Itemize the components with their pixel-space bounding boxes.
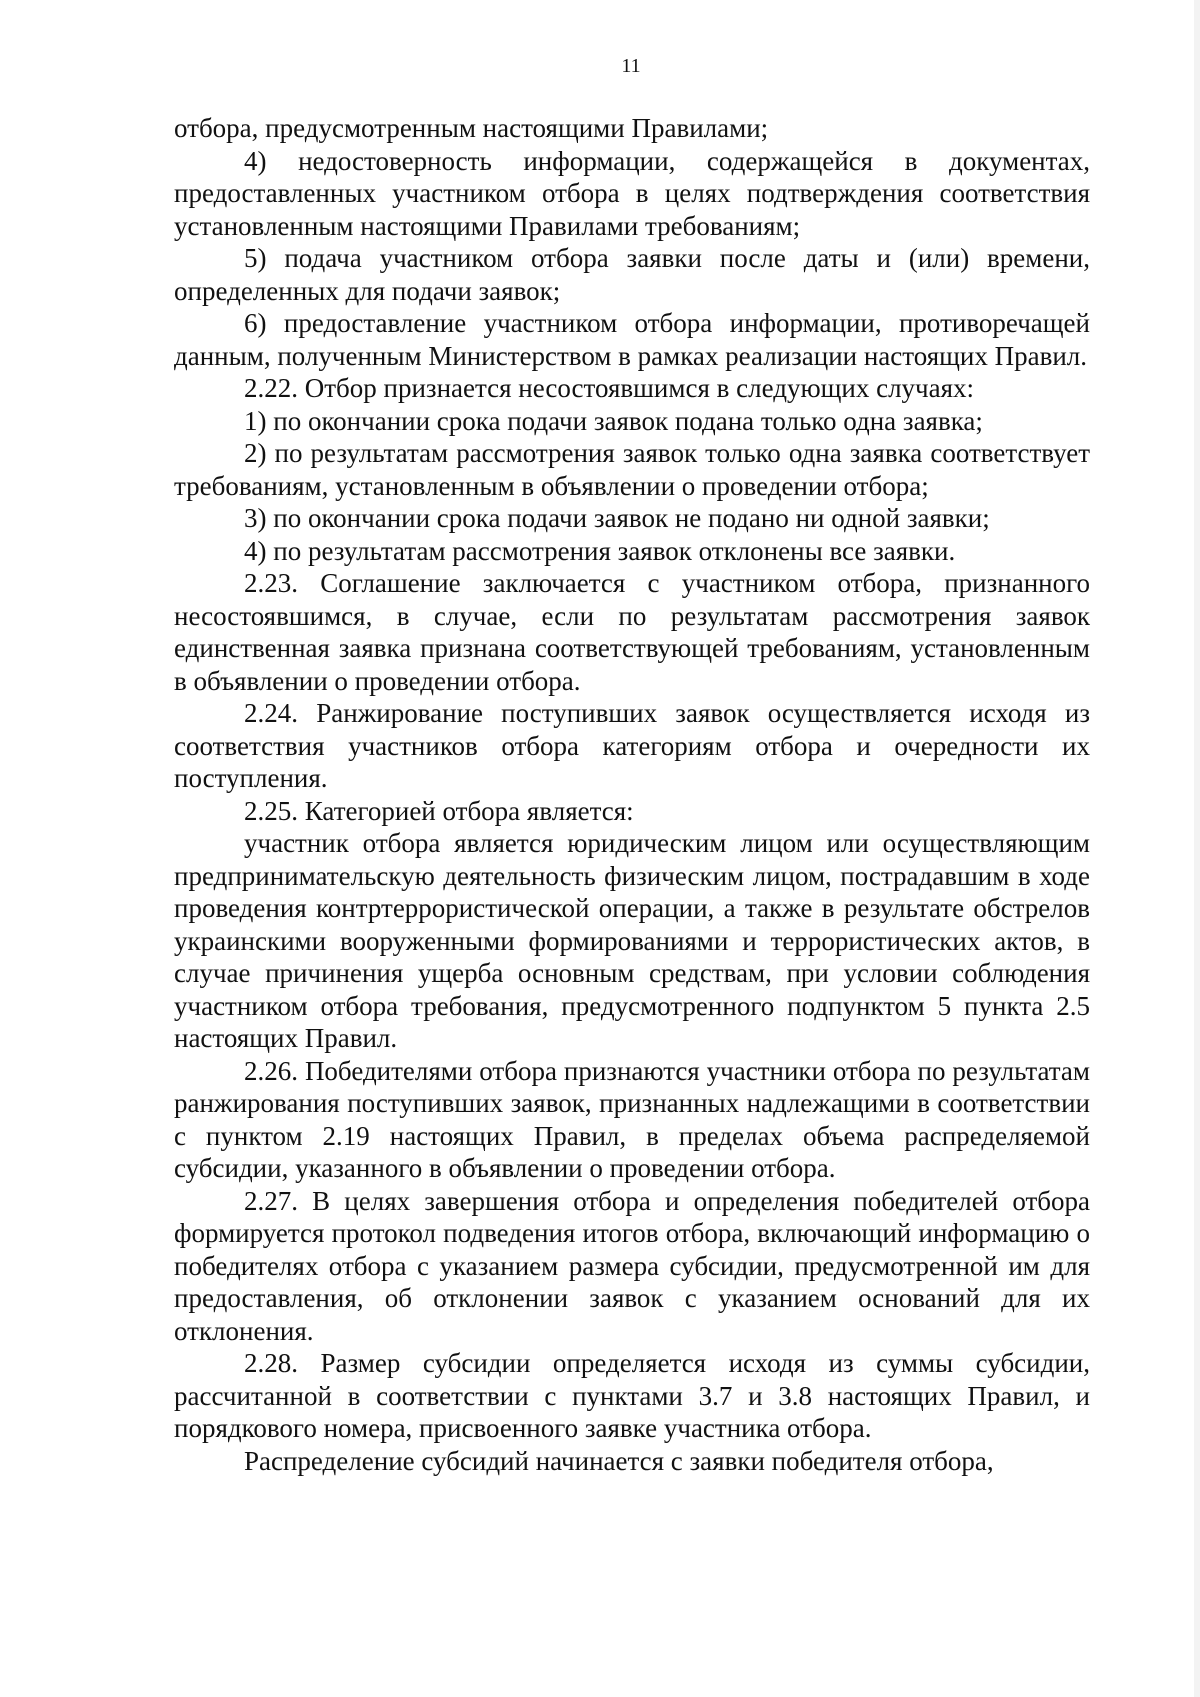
paragraph-2-22-item-3: 3) по окончании срока подачи заявок не подано ни одной заявки; [244, 503, 990, 533]
paragraph-2-22: 2.22. Отбор признается несостоявшимся в следующих случаях: [244, 373, 975, 403]
paragraph-2-25: 2.25. Категорией отбора является: [244, 795, 634, 826]
paragraph-2-28: 2.28. Размер субсидии определяется исходя из суммы субсидии, рассчитанной в соответствии с пунктами 3.7 и 3.8 настоящих Правил, и порядкового номера, присвоенного заявке участника отбора. [174, 1348, 1090, 1443]
paragraph-2-25-category: участник отбора является юридическим лицом или осуществляющим предпринимательскую деятельность физическим лицом, пострадавшим в ходе проведения контртеррористической операции, а также в результате обстрелов украинскими вооруженными формированиями и террористических актов, в случае причинения ущерба основным средствам, при условии соблюдения участником отбора требования, предусмотренного подпунктом 5 пункта 2.5 настоящих Правил. [174, 828, 1090, 1053]
scan-edge [1194, 0, 1200, 1697]
paragraph-2-22-item-2: 2) по результатам рассмотрения заявок только одна заявка соответствует требованиям, установленным в объявлении о проведении отбора; [174, 438, 1090, 501]
paragraph-2-26: 2.26. Победителями отбора признаются участники отбора по результатам ранжирования поступивших заявок, признанных надлежащими в соответствии с пунктом 2.19 настоящих Правил, в пределах объема распределяемой субсидии, указанного в объявлении о проведении отбора. [174, 1055, 1090, 1183]
paragraph-item-4: 4) недостоверность информации, содержащейся в документах, предоставленных участником отбора в целях подтверждения соответствия установленным настоящими Правилами требованиям; [174, 145, 1090, 241]
document-body [174, 112, 1090, 1477]
paragraph-continuation: отбора, предусмотренным настоящими Правилами; [174, 113, 769, 143]
paragraph-2-24: 2.24. Ранжирование поступивших заявок осуществляется исходя из соответствия участников отбора категориям отбора и очередности их поступления. [174, 698, 1090, 793]
paragraph-2-22-item-4: 4) по результатам рассмотрения заявок отклонены все заявки. [244, 535, 956, 566]
page-number: 11 [621, 55, 641, 77]
paragraph-item-6: 6) предоставление участником отбора информации, противоречащей данным, полученным Министерством в рамках реализации настоящих Правил. [174, 308, 1090, 371]
paragraph-2-27: 2.27. В целях завершения отбора и определения победителей отбора формируется протокол подведения итогов отбора, включающий информацию о победителях отбора с указанием размера субсидии, предусмотренной им для предоставления, об отклонении заявок с указанием оснований для их отклонения. [174, 1185, 1090, 1346]
paragraph-2-22-item-1: 1) по окончании срока подачи заявок подана только одна заявка; [244, 405, 983, 436]
paragraph-distribution: Распределение субсидий начинается с заявки победителя отбора, [244, 1445, 994, 1476]
paragraph-2-23: 2.23. Соглашение заключается с участником отбора, признанного несостоявшимся, в случае, если по результатам рассмотрения заявок единственная заявка признана соответствующей требованиям, установленным в объявлении о проведении отбора. [174, 568, 1090, 696]
paragraph-item-5: 5) подача участником отбора заявки после даты и (или) времени, определенных для подачи заявок; [174, 243, 1090, 306]
